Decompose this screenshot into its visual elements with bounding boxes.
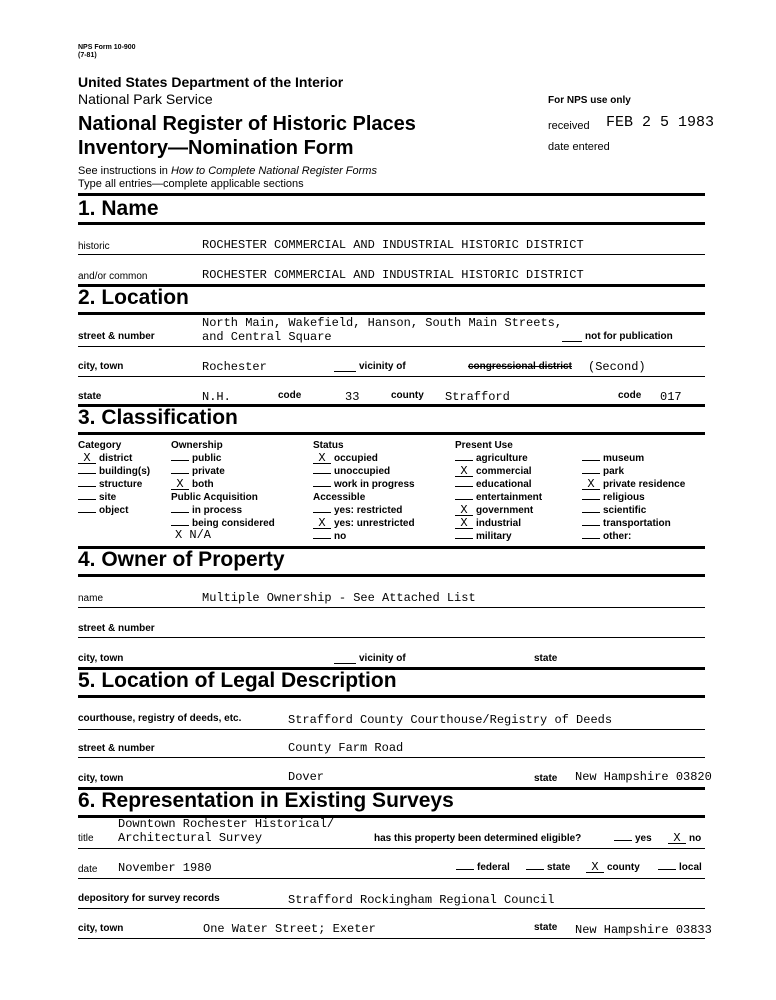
category-object[interactable]: [78, 505, 128, 516]
category-header: Category: [78, 440, 122, 451]
check-mark: X: [455, 466, 473, 477]
owner-name-label: name: [78, 593, 104, 604]
option-label: other:: [603, 531, 632, 542]
rule: [78, 432, 705, 435]
agency-service: National Park Service: [78, 91, 213, 107]
vicinity-label: vicinity of: [359, 361, 406, 372]
courthouse-value: Strafford County Courthouse/Registry of Deeds: [288, 713, 613, 727]
form-number: NPS Form 10-900: [78, 44, 136, 51]
option-label: museum: [603, 453, 645, 464]
use-museum[interactable]: [582, 453, 644, 464]
rule: [78, 376, 705, 377]
option-label: no: [334, 531, 347, 542]
option-label: occupied: [334, 453, 378, 464]
option-label: object: [99, 505, 129, 516]
check-mark: [313, 538, 331, 539]
option-label: commercial: [476, 466, 532, 477]
legal-street-label: street & number: [78, 743, 155, 754]
instructions-line1: [78, 165, 377, 177]
check-mark: X: [313, 453, 331, 464]
survey-city-label: city, town: [78, 923, 124, 934]
section-1-title: 1. Name: [78, 197, 159, 220]
depository-value: Strafford Rockingham Regional Council: [288, 893, 555, 907]
date-entered-label: date entered: [548, 141, 610, 153]
ownership-private[interactable]: [171, 466, 225, 477]
use-agriculture[interactable]: [455, 453, 528, 464]
check-mark: [171, 512, 189, 513]
rule: [78, 346, 705, 347]
check-mark: X: [78, 453, 96, 464]
check-mark: [313, 486, 331, 487]
section-5-title: 5. Location of Legal Description: [78, 669, 397, 692]
option-label: park: [603, 466, 625, 477]
rule: [78, 574, 705, 577]
historic-value: ROCHESTER COMMERCIAL AND INDUSTRIAL HISTORIC DISTRICT: [202, 238, 584, 252]
accessible-no[interactable]: [313, 531, 346, 542]
county-value: Strafford: [445, 390, 510, 404]
option-label: private: [192, 466, 225, 477]
instructions-title: How to Complete National Register Forms: [170, 165, 377, 177]
check-mark: [455, 499, 473, 500]
level-county[interactable]: [586, 862, 640, 873]
street-line1: North Main, Wakefield, Hanson, South Main Streets,: [202, 316, 563, 330]
blank-line: [334, 663, 356, 664]
use-scientific[interactable]: [582, 505, 646, 516]
street-line2: and Central Square: [202, 330, 332, 344]
option-label: scientific: [603, 505, 647, 516]
state-code-value: 33: [345, 390, 360, 404]
legal-city-value: Dover: [288, 770, 325, 784]
public-acquisition-header: Public Acquisition: [171, 492, 258, 503]
district-value: (Second): [588, 360, 646, 374]
option-label: public: [192, 453, 222, 464]
status-header: Status: [313, 440, 344, 451]
check-mark: X: [171, 479, 189, 490]
eligible-question: has this property been determined eligible?: [374, 833, 582, 844]
eligible-no[interactable]: [668, 833, 701, 844]
acquisition-na: X N/A: [175, 528, 212, 542]
option-label: government: [476, 505, 534, 516]
eligible-yes[interactable]: [614, 833, 652, 844]
instructions-prefix: See instructions in: [78, 165, 171, 177]
survey-date-label: date: [78, 864, 98, 875]
level-federal[interactable]: [456, 862, 510, 873]
section-3-title: 3. Classification: [78, 406, 238, 429]
option-label: transportation: [603, 518, 671, 529]
check-mark: [582, 512, 600, 513]
category-site[interactable]: [78, 492, 116, 503]
owner-street-label: street & number: [78, 623, 155, 634]
use-private-residence[interactable]: [582, 479, 685, 490]
option-label: private residence: [603, 479, 686, 490]
check-mark: [526, 869, 544, 870]
present-use-header: Present Use: [455, 440, 513, 451]
option-label: unoccupied: [334, 466, 391, 477]
county-label: county: [391, 390, 424, 401]
use-entertainment[interactable]: [455, 492, 542, 503]
blank-line: [562, 341, 582, 342]
survey-title-line1: Downtown Rochester Historical/: [118, 817, 335, 831]
option-label: both: [192, 479, 214, 490]
state-label: state: [78, 391, 102, 402]
option-label: site: [99, 492, 117, 503]
check-mark: X: [455, 518, 473, 529]
status-unoccupied[interactable]: [313, 466, 390, 477]
rule: [78, 193, 705, 196]
street-number-label: street & number: [78, 331, 155, 342]
option-label: yes: restricted: [334, 505, 403, 516]
legal-state-label: state: [534, 773, 558, 784]
rule: [78, 607, 705, 608]
rule: [78, 222, 705, 225]
blank-line: [334, 371, 356, 372]
owner-vicinity-label: vicinity of: [359, 653, 406, 664]
agency-department: United States Department of the Interior: [78, 74, 344, 90]
option-label: entertainment: [476, 492, 543, 503]
check-mark: [78, 486, 96, 487]
received-date: FEB 2 5 1983: [606, 114, 715, 131]
survey-city-value: One Water Street; Exeter: [203, 922, 376, 936]
check-mark: X: [668, 833, 686, 844]
use-government[interactable]: [455, 505, 533, 516]
rule: [78, 908, 705, 909]
section-4-title: 4. Owner of Property: [78, 548, 285, 571]
congressional-district-label: congressional district: [468, 361, 572, 372]
check-mark: [455, 460, 473, 461]
owner-city-label: city, town: [78, 653, 124, 664]
legal-street-value: County Farm Road: [288, 741, 404, 755]
common-value: ROCHESTER COMMERCIAL AND INDUSTRIAL HISTORIC DISTRICT: [202, 268, 584, 282]
check-mark: [455, 486, 473, 487]
option-label: religious: [603, 492, 645, 503]
use-educational[interactable]: [455, 479, 532, 490]
check-mark: [78, 512, 96, 513]
rule: [78, 729, 705, 730]
common-label: and/or common: [78, 271, 148, 282]
use-religious[interactable]: [582, 492, 645, 503]
check-mark: [455, 538, 473, 539]
state-value: N.H.: [202, 390, 231, 404]
check-mark: [171, 473, 189, 474]
option-label: yes: unrestricted: [334, 518, 415, 529]
category-buildings[interactable]: [78, 466, 150, 477]
owner-name-value: Multiple Ownership - See Attached List: [202, 591, 476, 605]
survey-title-label: title: [78, 833, 94, 844]
check-mark: X: [586, 862, 604, 873]
level-local[interactable]: [658, 862, 702, 873]
check-mark: [313, 473, 331, 474]
option-label: state: [547, 862, 571, 873]
option-label: no: [689, 833, 702, 844]
legal-city-label: city, town: [78, 773, 124, 784]
form-title-line2: Inventory—Nomination Form: [78, 137, 354, 159]
form-revision: (7-81): [78, 52, 97, 59]
city-town-label: city, town: [78, 361, 124, 372]
rule: [78, 695, 705, 698]
option-label: building(s): [99, 466, 151, 477]
check-mark: [582, 525, 600, 526]
option-label: yes: [635, 833, 652, 844]
ownership-both[interactable]: [171, 479, 214, 490]
received-label: received: [548, 120, 590, 132]
check-mark: [582, 499, 600, 500]
level-state[interactable]: [526, 862, 570, 873]
accessible-header: Accessible: [313, 492, 366, 503]
check-mark: [614, 840, 632, 841]
option-label: being considered: [192, 518, 275, 529]
option-label: educational: [476, 479, 532, 490]
ownership-public[interactable]: [171, 453, 221, 464]
nps-use-header: For NPS use only: [548, 95, 631, 106]
check-mark: [78, 499, 96, 500]
use-military[interactable]: [455, 531, 512, 542]
check-mark: X: [313, 518, 331, 529]
check-mark: [171, 525, 189, 526]
survey-state-value: New Hampshire 03833: [575, 923, 712, 937]
check-mark: [78, 473, 96, 474]
county-code-label: code: [618, 390, 642, 401]
depository-label: depository for survey records: [78, 893, 220, 904]
city-value: Rochester: [202, 360, 267, 374]
check-mark: X: [455, 505, 473, 516]
section-6-title: 6. Representation in Existing Surveys: [78, 789, 454, 812]
option-label: local: [679, 862, 702, 873]
option-label: structure: [99, 479, 143, 490]
check-mark: [456, 869, 474, 870]
rule: [78, 312, 705, 315]
not-for-publication-label: not for publication: [585, 331, 673, 342]
courthouse-label: courthouse, registry of deeds, etc.: [78, 713, 242, 724]
use-industrial[interactable]: [455, 518, 521, 529]
rule: [78, 848, 705, 849]
check-mark: [658, 869, 676, 870]
option-label: military: [476, 531, 512, 542]
use-other[interactable]: [582, 531, 631, 542]
rule: [78, 878, 705, 879]
rule: [78, 757, 705, 758]
status-occupied[interactable]: [313, 453, 378, 464]
use-park[interactable]: [582, 466, 624, 477]
category-structure[interactable]: [78, 479, 142, 490]
accessible-unrestricted[interactable]: [313, 518, 415, 529]
acquisition-in-process[interactable]: [171, 505, 242, 516]
owner-state-label: state: [534, 653, 558, 664]
status-work-in-progress[interactable]: [313, 479, 415, 490]
section-2-title: 2. Location: [78, 286, 189, 309]
option-label: federal: [477, 862, 510, 873]
form-title-line1: National Register of Historic Places: [78, 113, 416, 135]
check-mark: [582, 460, 600, 461]
use-transportation[interactable]: [582, 518, 671, 529]
rule: [78, 938, 705, 939]
check-mark: [313, 512, 331, 513]
instructions-line2: Type all entries—complete applicable sections: [78, 178, 304, 190]
survey-date-value: November 1980: [118, 861, 212, 875]
legal-state-value: New Hampshire 03820: [575, 770, 712, 784]
check-mark: [171, 460, 189, 461]
state-code-label: code: [278, 390, 302, 401]
option-label: in process: [192, 505, 243, 516]
survey-title-line2: Architectural Survey: [118, 831, 263, 845]
category-district[interactable]: [78, 453, 132, 464]
option-label: county: [607, 862, 640, 873]
rule: [78, 254, 705, 255]
check-mark: X: [582, 479, 600, 490]
county-code-value: 017: [660, 390, 682, 404]
historic-label: historic: [78, 241, 110, 252]
use-commercial[interactable]: [455, 466, 532, 477]
option-label: district: [99, 453, 133, 464]
option-label: agriculture: [476, 453, 528, 464]
ownership-header: Ownership: [171, 440, 223, 451]
check-mark: [582, 473, 600, 474]
option-label: work in progress: [334, 479, 415, 490]
rule: [78, 637, 705, 638]
option-label: industrial: [476, 518, 522, 529]
check-mark: [582, 538, 600, 539]
survey-state-label: state: [534, 922, 558, 933]
accessible-restricted[interactable]: [313, 505, 402, 516]
